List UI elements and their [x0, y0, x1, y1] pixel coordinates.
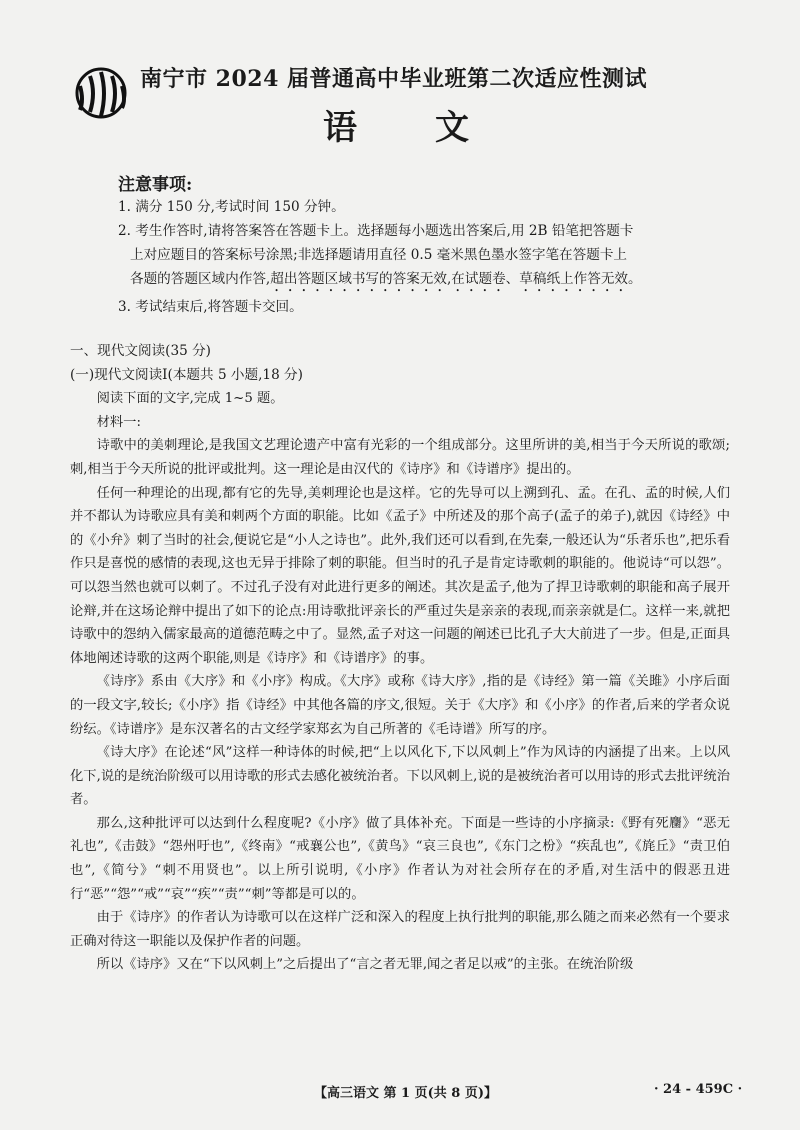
notice-heading: 注意事项:	[118, 175, 193, 195]
instruction-text: 阅读下面的文字,完成 1~5 题。	[96, 391, 284, 407]
subsection-heading: (一)现代文阅读Ⅰ(本题共 5 小题,18 分)	[70, 366, 303, 383]
notice-list	[118, 195, 758, 319]
exam-code: · 24 - 459C ·	[654, 1082, 743, 1097]
paragraph: 《诗序》系由《大序》和《小序》构成。《大序》或称《诗大序》,指的是《诗经》第一篇《关雎》小序后面的一段文字,较长;《小序》指《诗经》中其他各篇的序文,很短。关于《大序》和《小序》的作者,后来的学者众说纷纭。《诗谱序》是东汉著名的古文经学家郑玄为自己所著的《毛诗谱》所写的序。	[70, 674, 730, 737]
notice-emphasis-text: 超出答题区域书写的答案无效,在试题卷、草稿纸上作答无效。	[270, 271, 642, 287]
material-label: 材料一:	[96, 414, 141, 430]
paragraph: 所以《诗序》又在“下以风刺上”之后提出了“言之者无罪,闻之者足以戒”的主张。在统治阶级	[96, 957, 634, 973]
notice-item-3: 3. 考试结束后,将答题卡交回。	[118, 299, 303, 315]
paragraph: 《诗大序》在论述“风”这样一种诗体的时候,把“上以风化下,下以风刺上”作为风诗的内涵提了出来。上以风化下,说的是统治阶级可以用诗歌的形式去感化被统治者。下以风刺上,说的是被统治者可以用诗的形式去批评统治者。	[70, 745, 730, 808]
subject-title: 语文	[323, 108, 547, 148]
paragraph: 那么,这种批评可以达到什么程度呢?《小序》做了具体补充。下面是一些诗的小序摘录:《野有死麕》“恶无礼也”,《击鼓》“怨州吁也”,《终南》“戒襄公也”,《黄鸟》“哀三良也”,《东门之枌》“疾乱也”,《旄丘》“责卫伯也”,《简兮》“刺不用贤也”。以上所引说明,《小序》作者认为对社会所存在的矛盾,对生活中的假恶丑进行“恶”“怨”“戒”“哀”“疾”“责”“刺”等都是可以的。	[70, 815, 730, 902]
section-heading: 一、现代文阅读(35 分)	[70, 343, 211, 359]
notice-item-1: 1. 满分 150 分,考试时间 150 分钟。	[118, 199, 345, 215]
notice-item-2-line-3	[118, 267, 758, 295]
notice-item-2-line-2: 上对应题目的答案标号涂黑;非选择题请用直径 0.5 毫米黑色墨水签字笔在答题卡上	[130, 247, 628, 263]
page-number: 【高三语文 第 1 页(共 8 页)】	[314, 1086, 498, 1101]
exam-title: 南宁市 2024 届普通高中毕业班第二次适应性测试	[140, 66, 648, 92]
paragraph: 由于《诗序》的作者认为诗歌可以在这样广泛和深入的程度上执行批判的职能,那么随之而来必然有一个要求正确对待这一职能以及保护作者的问题。	[70, 910, 730, 949]
notice-item-2-line-1: 2. 考生作答时,请将答案答在答题卡上。选择题每小题选出答案后,用 2B 铅笔把答题卡	[118, 223, 634, 239]
paragraph: 诗歌中的美刺理论,是我国文艺理论遗产中富有光彩的一个组成部分。这里所讲的美,相当于今天所说的歌颂;刺,相当于今天所说的批评或批判。这一理论是由汉代的《诗序》和《诗谱序》提出的。	[70, 438, 730, 477]
paragraph: 任何一种理论的出现,都有它的先导,美刺理论也是这样。它的先导可以上溯到孔、孟。在孔、孟的时候,人们并不都认为诗歌应具有美和刺两个方面的职能。比如《孟子》中所述及的那个高子(孟子的弟子),就因《诗经》中的《小弁》刺了当时的社会,便说它是“小人之诗也”。此外,我们还可以看到,在先秦,一般还认为“乐者乐也”,把乐看作只是喜悦的感情的表现,这也无异于排除了刺的职能。但当时的孔子是肯定诗歌刺的职能的。他说诗“可以怨”。可以怨当然也就可以刺了。不过孔子没有对此进行更多的阐述。其次是孟子,他为了捍卫诗歌刺的职能和高子展开论辩,并在这场论辩中提出了如下的论点:用诗歌批评亲长的严重过失是亲亲的表现,而亲亲就是仁。这样一来,就把诗歌中的怨纳入儒家最高的道德范畴之中了。显然,孟子对这一问题的阐述已比孔子大大前进了一步。但是,正面具体地阐述诗歌的这两个职能,则是《诗序》和《诗谱序》的事。	[70, 485, 730, 666]
reading-section	[70, 340, 730, 977]
notice-item-2-line-3-text: 各题的答题区域内作答,	[130, 271, 271, 287]
